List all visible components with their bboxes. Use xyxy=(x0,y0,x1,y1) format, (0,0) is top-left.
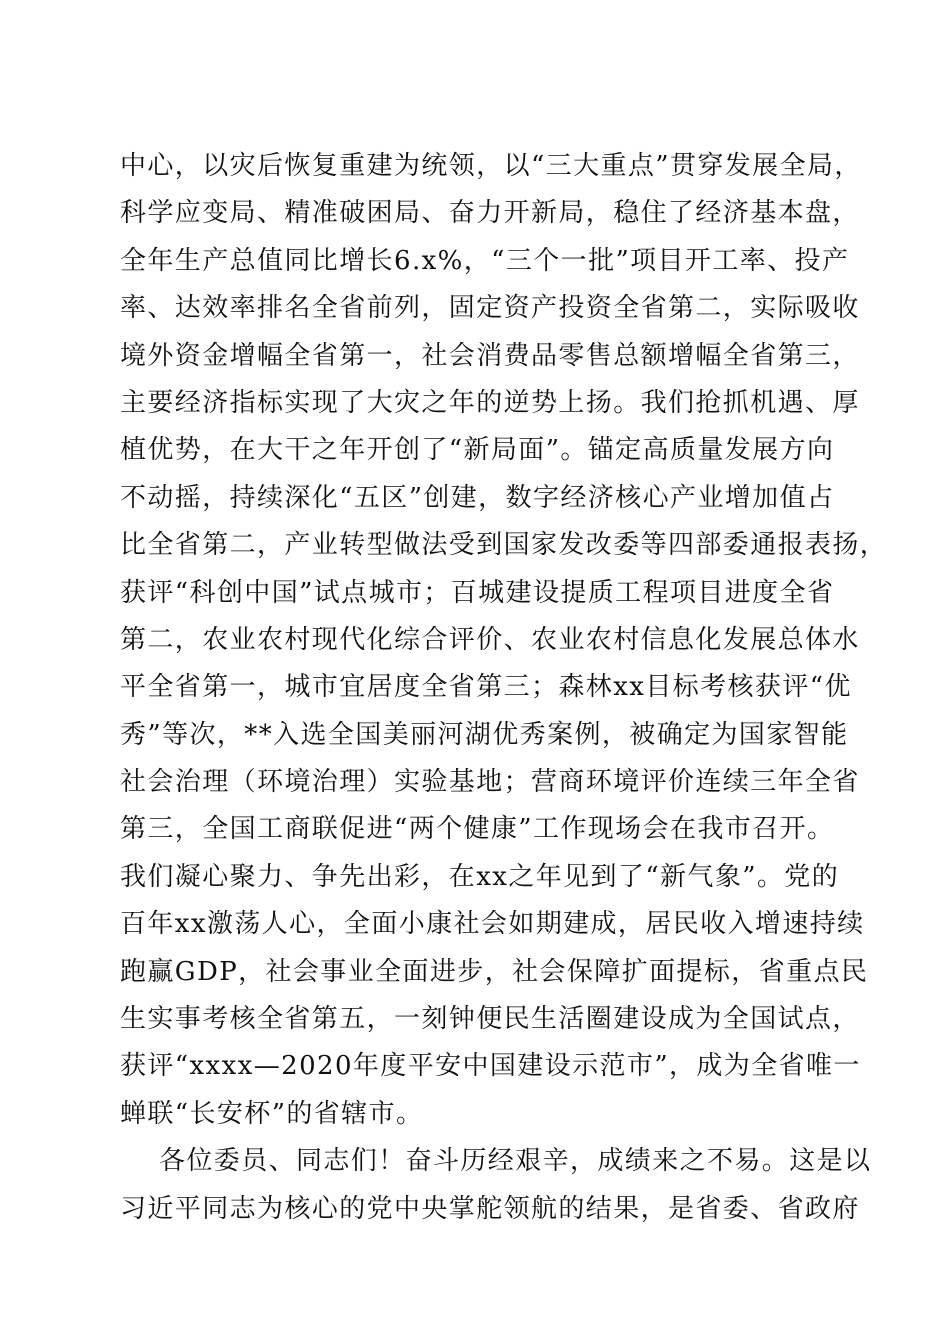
text-line-7: 植优势，在大干之年开创了“新局面”。锚定高质量发展方向 xyxy=(120,435,835,466)
text-line-4: 率、达效率排名全省前列，固定资产投资全省第二，实际吸收 xyxy=(120,293,860,324)
text-line-9: 比全省第二，产业转型做法受到国家发改委等四部委通报表扬， xyxy=(120,530,888,561)
text-line-13: 秀”等次，**入选全国美丽河湖优秀案例，被确定为国家智能 xyxy=(120,719,849,750)
text-line-5: 境外资金增幅全省第一，社会消费品零售总额增幅全省第三， xyxy=(120,340,860,371)
text-line-21: 蝉联“长安杯”的省辖市。 xyxy=(120,1098,424,1129)
text-line-20: 获评“xxxx—2020年度平安中国建设示范市”，成为全省唯一 xyxy=(120,1051,861,1082)
text-line-10: 获评“科创中国”试点城市；百城建设提质工程项目进度全省 xyxy=(120,577,835,608)
body-text xyxy=(120,143,888,1233)
text-line-15: 第三，全国工商联促进“两个健康”工作现场会在我市召开。 xyxy=(120,814,835,845)
text-line-12: 平全省第一，城市宜居度全省第三；森林xx目标考核获评“优 xyxy=(120,672,852,703)
text-line-1: 中心，以灾后恢复重建为统领，以“三大重点”贯穿发展全局， xyxy=(120,151,862,181)
text-line-23: 习近平同志为核心的党中央掌舵领航的结果，是省委、省政府 xyxy=(120,1193,860,1224)
text-line-17: 百年xx激荡人心，全面小康社会如期建成，居民收入增速持续 xyxy=(120,909,865,940)
text-line-19: 生实事考核全省第五，一刻钟便民生活圈建设成为全国试点， xyxy=(120,1004,860,1035)
text-line-3: 全年生产总值同比增长6.x%，“三个一批”项目开工率、投产 xyxy=(120,245,850,276)
text-line-11: 第二，农业农村现代化综合评价、农业农村信息化发展总体水 xyxy=(120,624,860,655)
text-line-14: 社会治理（环境治理）实验基地；营商环境评价连续三年全省 xyxy=(120,767,860,798)
text-line-2: 科学应变局、精准破困局、奋力开新局，稳住了经济基本盘， xyxy=(120,198,860,229)
text-line-16: 我们凝心聚力、争先出彩，在xx之年见到了“新气象”。党的 xyxy=(120,861,840,892)
text-line-8: 不动摇，持续深化“五区”创建，数字经济核心产业增加值占 xyxy=(120,482,835,513)
text-line-18: 跑赢GDP，社会事业全面进步，社会保障扩面提标，省重点民 xyxy=(120,956,869,987)
paragraph-start-line: 各位委员、同志们！奋斗历经艰辛，成绩来之不易。这是以 xyxy=(159,1146,872,1177)
text-line-6: 主要经济指标实现了大灾之年的逆势上扬。我们抢抓机遇、厚 xyxy=(120,387,860,418)
